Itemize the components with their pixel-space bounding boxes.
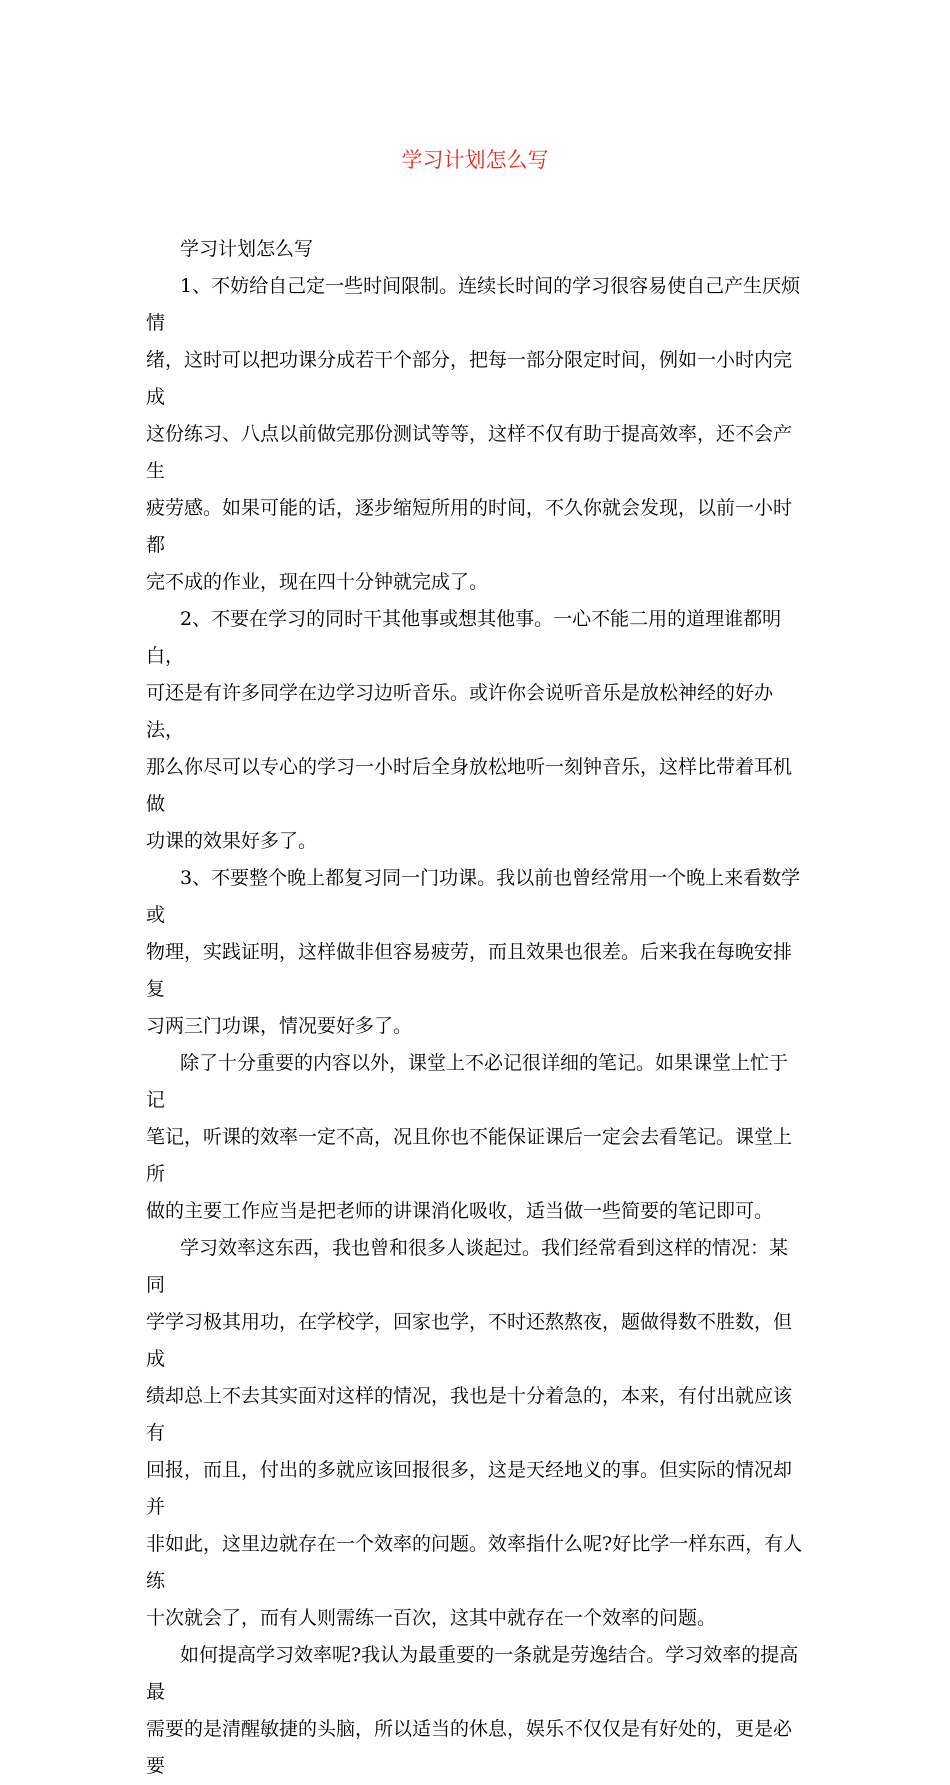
paragraph-improve xyxy=(146,1637,806,1785)
document-title: 学习计划怎么写 xyxy=(401,148,549,172)
paragraph-2 xyxy=(146,601,806,860)
text-line: 除了十分重要的内容以外，课堂上不必记很详细的笔记。如果课堂上忙于记 xyxy=(146,1052,789,1111)
text-line: 完不成的作业，现在四十分钟就完成了。 xyxy=(146,571,489,593)
paragraph-1 xyxy=(146,268,806,601)
text-line: 学学习极其用功，在学校学，回家也学，不时还熬熬夜，题做得数不胜数，但成 xyxy=(146,1311,793,1370)
text-line: 绩却总上不去其实面对这样的情况，我也是十分着急的，本来，有付出就应该有 xyxy=(146,1385,793,1444)
paragraph-efficiency xyxy=(146,1230,806,1637)
text-line: 功课的效果好多了。 xyxy=(146,830,318,852)
text-line: 3、不要整个晚上都复习同一门功课。我以前也曾经常用一个晚上来看数学或 xyxy=(146,867,801,926)
text-line: 如何提高学习效率呢?我认为最重要的一条就是劳逸结合。学习效率的提高最 xyxy=(146,1644,799,1703)
text-line: 笔记，听课的效率一定不高，况且你也不能保证课后一定会去看笔记。课堂上所 xyxy=(146,1126,793,1185)
paragraph-heading xyxy=(146,231,806,268)
text-line: 2、不要在学习的同时干其他事或想其他事。一心不能二用的道理谁都明白， xyxy=(146,608,782,667)
text-line: 绪，这时可以把功课分成若干个部分，把每一部分限定时间，例如一小时内完成 xyxy=(146,349,793,408)
text-line: 疲劳感。如果可能的话，逐步缩短所用的时间，不久你就会发现，以前一小时都 xyxy=(146,497,793,556)
text-line: 十次就会了，而有人则需练一百次，这其中就存在一个效率的问题。 xyxy=(146,1607,717,1629)
text-line: 做的主要工作应当是把老师的讲课消化吸收，适当做一些简要的笔记即可。 xyxy=(146,1200,774,1222)
paragraph-3 xyxy=(146,860,806,1045)
text-line: 回报，而且，付出的多就应该回报很多，这是天经地义的事。但实际的情况却并 xyxy=(146,1459,793,1518)
text-line: 可还是有许多同学在边学习边听音乐。或许你会说听音乐是放松神经的好办法， xyxy=(146,682,774,741)
text-line: 物理，实践证明，这样做非但容易疲劳，而且效果也很差。后来我在每晚安排复 xyxy=(146,941,793,1000)
text-line: 学习效率这东西，我也曾和很多人谈起过。我们经常看到这样的情况：某同 xyxy=(146,1237,789,1296)
document-body xyxy=(146,231,806,1785)
text-line: 习两三门功课，情况要好多了。 xyxy=(146,1015,413,1037)
text-line: 学习计划怎么写 xyxy=(180,238,314,260)
text-line: 非如此，这里边就存在一个效率的问题。效率指什么呢?好比学一样东西，有人练 xyxy=(146,1533,803,1592)
text-line: 这份练习、八点以前做完那份测试等等，这样不仅有助于提高效率，还不会产生 xyxy=(146,423,793,482)
text-line: 1、不妨给自己定一些时间限制。连续长时间的学习很容易使自己产生厌烦情 xyxy=(146,275,801,334)
text-line: 那么你尽可以专心的学习一小时后全身放松地听一刻钟音乐，这样比带着耳机做 xyxy=(146,756,793,815)
paragraph-notes xyxy=(146,1045,806,1230)
text-line: 需要的是清醒敏捷的头脑，所以适当的休息，娱乐不仅仅是有好处的，更是必要 xyxy=(146,1718,793,1777)
